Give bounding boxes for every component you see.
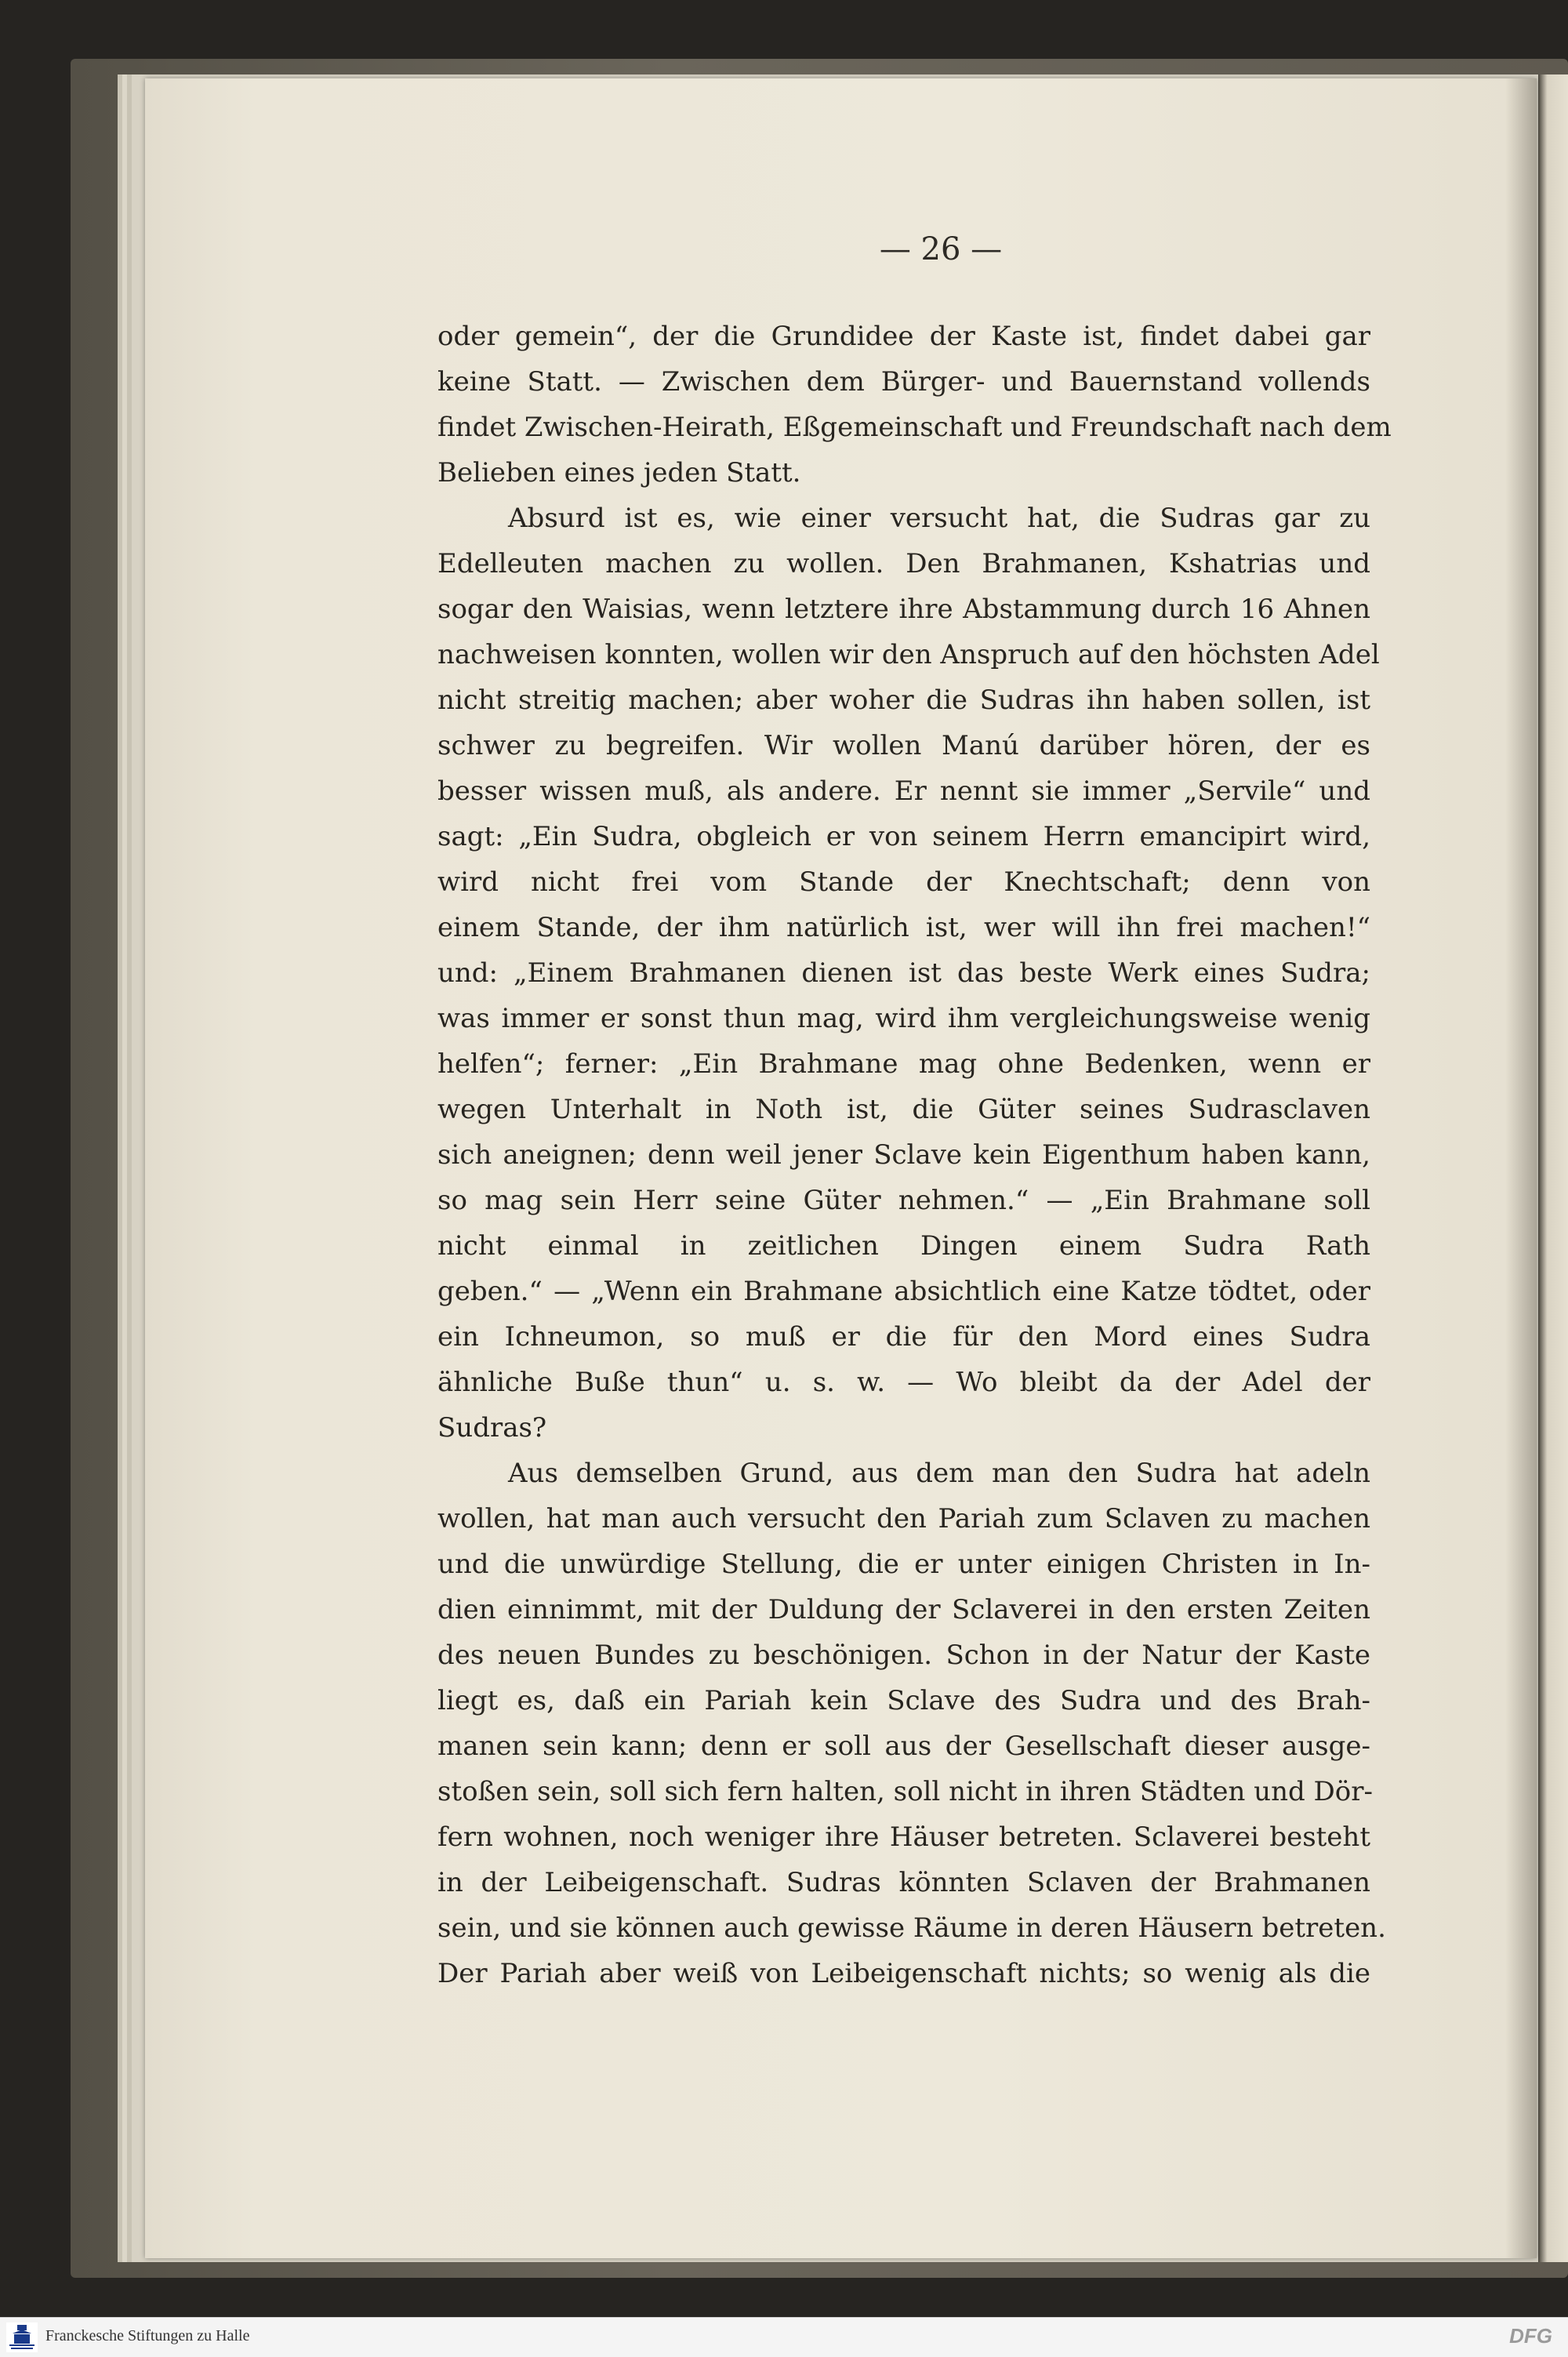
text-line: ähnliche Buße thun“ u. s. w. — Wo bleibt da der Adel der [437, 1367, 1370, 1398]
text-line: Der Pariah aber weiß von Leibeigenschaft nichts; so wenig als die [437, 1958, 1370, 1989]
viewer-footer [0, 2317, 1568, 2357]
text-line: stoßen sein, soll sich fern halten, soll nicht in ihren Städten und Dör- [437, 1776, 1374, 1807]
text-line: sich aneignen; denn weil jener Sclave kein Eigenthum haben kann, [437, 1139, 1370, 1171]
text-line: Edelleuten machen zu wollen. Den Brahmanen, Kshatrias und [437, 548, 1370, 579]
text-line: nachweisen konnten, wollen wir den Anspruch auf den höchsten Adel [437, 639, 1380, 670]
facing-page-edge [1538, 74, 1568, 2262]
text-line: sein, und sie können auch gewisse Räume in deren Häusern betreten. [437, 1912, 1386, 1944]
institution-name: Franckesche Stiftungen zu Halle [45, 2327, 250, 2344]
page-number: — 26 — [879, 231, 1003, 267]
text-line: fern wohnen, noch weniger ihre Häuser betreten. Sclaverei besteht [437, 1821, 1370, 1853]
dfg-logo: DFG [1509, 2324, 1552, 2348]
text-line: sogar den Waisias, wenn letztere ihre Abstammung durch 16 Ahnen [437, 594, 1370, 625]
text-line: besser wissen muß, als andere. Er nennt sie immer „Servile“ und [437, 775, 1370, 807]
text-line: wird nicht frei vom Stande der Knechtschaft; denn von [437, 866, 1370, 898]
text-line: findet Zwischen-Heirath, Eßgemeinschaft und Freundschaft nach dem [437, 412, 1392, 443]
text-line: wollen, hat man auch versucht den Pariah zum Sclaven zu machen [437, 1503, 1370, 1534]
text-line: was immer er sonst thun mag, wird ihm vergleichungsweise wenig [437, 1003, 1370, 1034]
text-line: Sudras? [437, 1412, 547, 1444]
text-line: dien einnimmt, mit der Duldung der Sclaverei in den ersten Zeiten [437, 1594, 1370, 1625]
text-line: schwer zu begreifen. Wir wollen Manú darüber hören, der es [437, 730, 1370, 761]
text-line: in der Leibeigenschaft. Sudras könnten Sclaven der Brahmanen [437, 1867, 1370, 1898]
page-gutter-shadow [1505, 78, 1537, 2258]
body-text [437, 314, 1392, 1996]
institution-logo-icon [6, 2322, 38, 2352]
text-line: liegt es, daß ein Pariah kein Sclave des Sudra und des Brah- [437, 1685, 1370, 1716]
text-line: nicht einmal in zeitlichen Dingen einem Sudra Rath [437, 1230, 1370, 1262]
text-line: und: „Einem Brahmanen dienen ist das beste Werk eines Sudra; [437, 957, 1370, 989]
text-line: nicht streitig machen; aber woher die Sudras ihn haben sollen, ist [437, 685, 1370, 716]
text-line: sagt: „Ein Sudra, obgleich er von seinem Herrn emancipirt wird, [437, 821, 1370, 852]
text-line: einem Stande, der ihm natürlich ist, wer will ihn frei machen!“ [437, 912, 1370, 943]
text-line: des neuen Bundes zu beschönigen. Schon in der Natur der Kaste [437, 1640, 1370, 1671]
text-line: so mag sein Herr seine Güter nehmen.“ — „Ein Brahmane soll [437, 1185, 1370, 1216]
text-line: Belieben eines jeden Statt. [437, 457, 801, 488]
text-line: wegen Unterhalt in Noth ist, die Güter seines Sudrasclaven [437, 1094, 1370, 1125]
text-line: ein Ichneumon, so muß er die für den Mord eines Sudra [437, 1321, 1370, 1353]
text-line: und die unwürdige Stellung, die er unter einigen Christen in In- [437, 1549, 1370, 1580]
text-line: Aus demselben Grund, aus dem man den Sudra hat adeln [508, 1458, 1370, 1489]
text-line: Absurd ist es, wie einer versucht hat, die Sudras gar zu [508, 503, 1370, 534]
text-line: keine Statt. — Zwischen dem Bürger- und Bauernstand vollends [437, 366, 1370, 398]
text-line: manen sein kann; denn er soll aus der Gesellschaft dieser ausge- [437, 1731, 1370, 1762]
text-line: helfen“; ferner: „Ein Brahmane mag ohne Bedenken, wenn er [437, 1048, 1370, 1080]
text-line: geben.“ — „Wenn ein Brahmane absichtlich eine Katze tödtet, oder [437, 1276, 1370, 1307]
text-line: oder gemein“, der die Grundidee der Kaste ist, findet dabei gar [437, 321, 1370, 352]
